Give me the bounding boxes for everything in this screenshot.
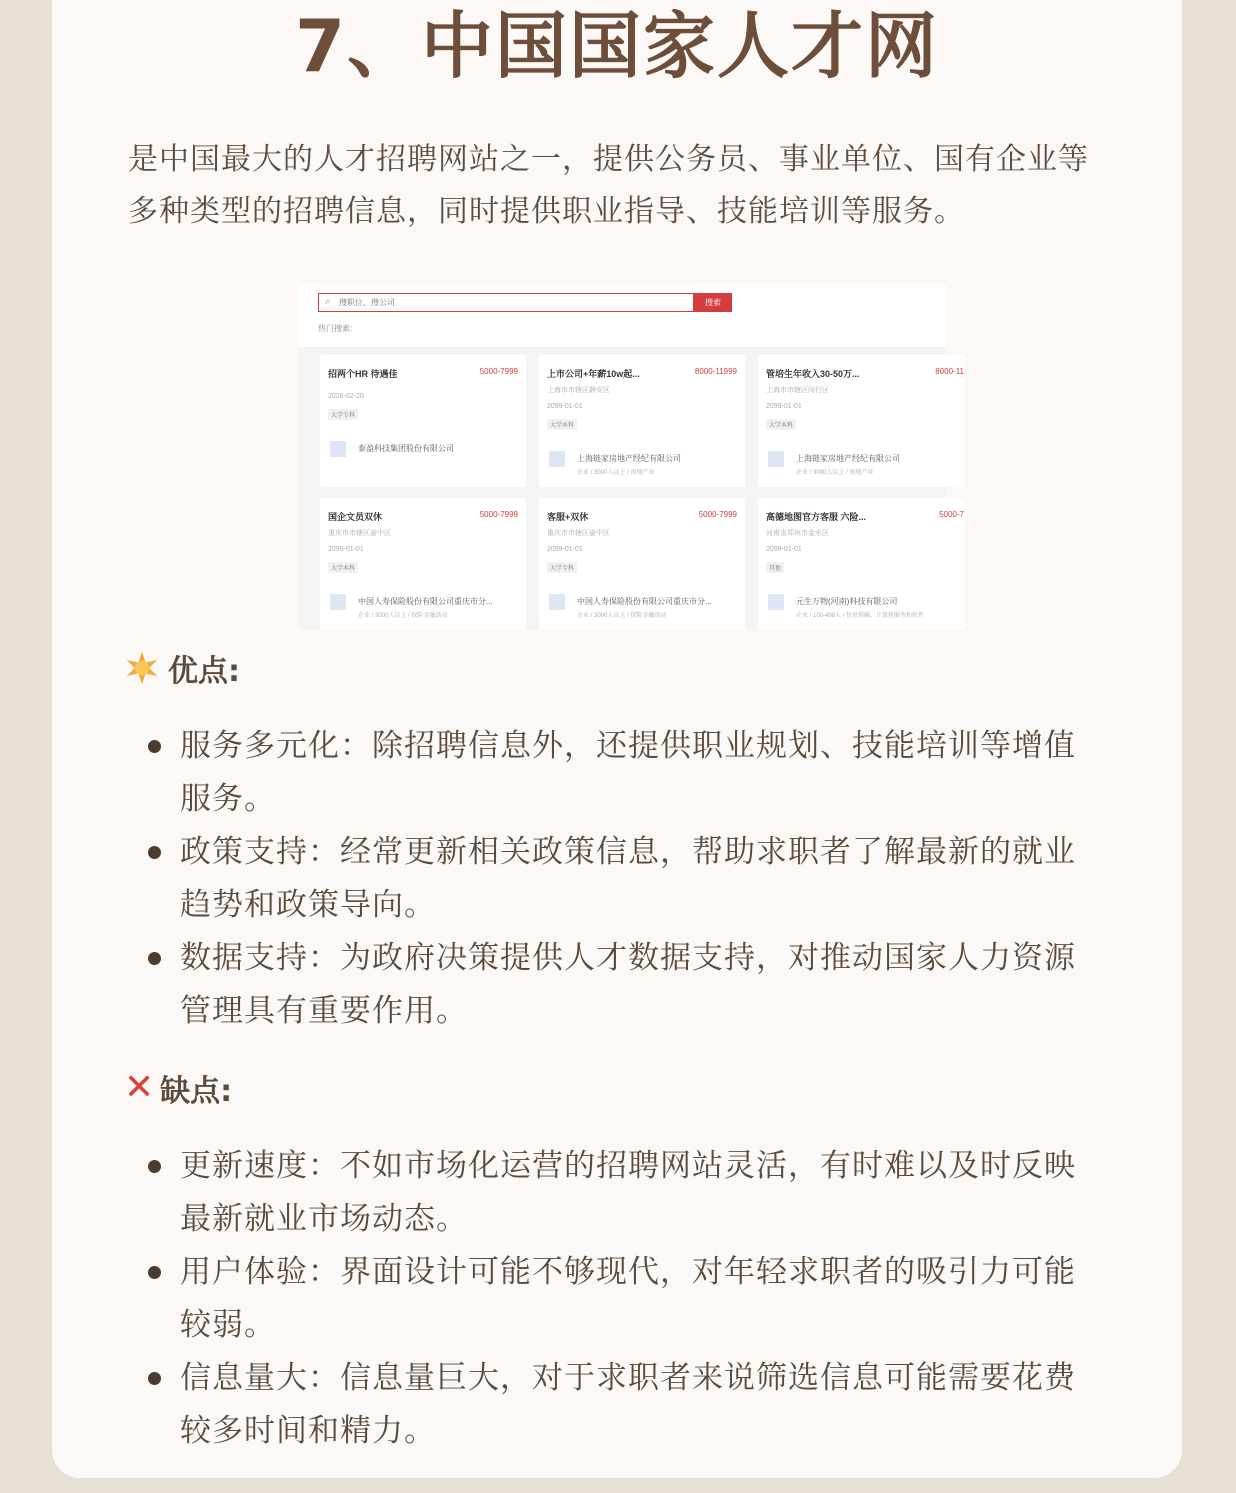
website-screenshot <box>298 285 964 630</box>
job-salary: 8000-11999 <box>694 367 737 376</box>
list-item <box>146 720 1106 826</box>
job-card[interactable] <box>758 355 964 487</box>
bullet-icon <box>148 846 161 859</box>
job-tag: 其他 <box>766 562 784 573</box>
job-tag: 大学专科 <box>328 409 358 420</box>
job-date: 2099-01-01 <box>766 546 802 553</box>
list-item <box>146 1140 1106 1246</box>
search-button[interactable]: 搜索 <box>694 293 732 312</box>
job-location: 河南省郑州市金水区 <box>766 530 829 537</box>
company-name: 元生万物(河南)科技有限公司 <box>796 597 898 606</box>
search-icon: ⌕ <box>325 296 331 307</box>
company-name: 泰盈科技集团股份有限公司 <box>358 444 454 453</box>
job-salary: 5000-7999 <box>698 510 737 519</box>
list-item-text: 数据支持：为政府决策提供人才数据支持，对推动国家人力资源管理具有重要作用。 <box>180 940 1076 1029</box>
company-logo-icon <box>330 594 346 610</box>
company-name: 中国人寿保险股份有限公司重庆市分... <box>358 597 493 606</box>
list-item <box>146 826 1106 932</box>
job-salary: 5000-7999 <box>479 367 518 376</box>
hot-search-label: 热门搜索: <box>318 324 353 333</box>
list-item-text: 政策支持：经常更新相关政策信息，帮助求职者了解最新的就业趋势和政策导向。 <box>180 834 1076 923</box>
company-logo-icon <box>768 451 784 467</box>
company-logo-icon <box>549 451 565 467</box>
company-name: 中国人寿保险股份有限公司重庆市分... <box>577 597 712 606</box>
company-info: 企业 / 100-499人 / 信息传输、计算机服务和软件 <box>796 613 925 619</box>
job-date: 2099-01-01 <box>328 546 364 553</box>
bullet-icon <box>148 952 161 965</box>
job-location: 重庆市市辖区渝中区 <box>328 530 391 537</box>
company-info: 企业 / 3000人以上 / 房地产业 <box>577 470 655 476</box>
job-title: 高德地图官方客服 六险... <box>766 512 867 522</box>
cross-icon: ✕ <box>124 1067 155 1108</box>
job-card[interactable] <box>539 498 745 630</box>
job-date: 2099-01-01 <box>547 546 583 553</box>
search-bar-area <box>298 285 946 347</box>
job-date: 2099-01-01 <box>766 403 802 410</box>
pros-heading-text: 优点: <box>168 654 240 689</box>
page-title: 7、中国国家人才网 <box>294 4 940 88</box>
bullet-icon <box>148 740 161 753</box>
company-info: 企业 / 3000人以上 / 保险金融活动 <box>577 613 667 619</box>
job-location: 上海市市辖区静安区 <box>547 387 610 394</box>
content-card <box>52 0 1182 1478</box>
company-logo-icon <box>330 441 346 457</box>
list-item <box>146 1246 1106 1352</box>
list-item <box>146 932 1106 1038</box>
list-item-text: 更新速度：不如市场化运营的招聘网站灵活，有时难以及时反映最新就业市场动态。 <box>180 1148 1076 1237</box>
job-salary: 8000-11 <box>935 367 964 376</box>
intro-paragraph: 是中国最大的人才招聘网站之一，提供公务员、事业单位、国有企业等多种类型的招聘信息，同时提供职业指导、技能培训等服务。 <box>128 142 1089 229</box>
job-tag: 大学本科 <box>766 419 796 430</box>
job-date: 2026-02-20 <box>328 393 364 400</box>
job-card[interactable] <box>758 498 964 630</box>
cons-heading <box>124 1066 232 1110</box>
list-item-text: 信息量大：信息量巨大，对于求职者来说筛选信息可能需要花费较多时间和精力。 <box>180 1360 1076 1449</box>
job-date: 2099-01-01 <box>547 403 583 410</box>
bullet-icon <box>148 1160 161 1173</box>
job-salary: 5000-7 <box>939 510 964 519</box>
job-salary: 5000-7999 <box>479 510 518 519</box>
job-tag: 大学本科 <box>328 562 358 573</box>
job-title: 招两个HR 待遇佳 <box>328 369 398 379</box>
company-info: 企业 / 3000人以上 / 保险金融活动 <box>358 613 448 619</box>
job-tag: 大学专科 <box>547 562 577 573</box>
job-card[interactable] <box>539 355 745 487</box>
job-card[interactable] <box>320 498 526 630</box>
list-item-text: 服务多元化：除招聘信息外，还提供职业规划、技能培训等增值服务。 <box>180 728 1076 817</box>
job-title: 国企文员双休 <box>328 512 383 522</box>
cons-heading-text: 缺点: <box>160 1074 233 1109</box>
bullet-icon <box>148 1266 161 1279</box>
company-info: 企业 / 3000人以上 / 房地产业 <box>796 470 874 476</box>
job-location: 上海市市辖区闵行区 <box>766 387 829 394</box>
company-name: 上海链家房地产经纪有限公司 <box>796 454 900 463</box>
cons-list <box>146 1140 1106 1458</box>
company-logo-icon <box>768 594 784 610</box>
bullet-icon <box>148 1372 161 1385</box>
job-tag: 大学本科 <box>547 419 577 430</box>
star-icon <box>124 650 160 686</box>
list-item <box>146 1352 1106 1458</box>
job-card[interactable] <box>320 355 526 487</box>
job-title: 管培生年收入30-50万... <box>766 369 860 379</box>
pros-list <box>146 720 1106 1038</box>
job-title: 客服+双休 <box>547 512 589 522</box>
company-name: 上海链家房地产经纪有限公司 <box>577 454 681 463</box>
search-input[interactable] <box>339 295 639 310</box>
job-title: 上市公司+年薪10w起... <box>547 369 640 379</box>
list-item-text: 用户体验：界面设计可能不够现代，对年轻求职者的吸引力可能较弱。 <box>180 1254 1076 1343</box>
search-box <box>318 293 694 312</box>
company-logo-icon <box>549 594 565 610</box>
pros-heading <box>124 646 240 690</box>
job-location: 重庆市市辖区渝中区 <box>547 530 610 537</box>
